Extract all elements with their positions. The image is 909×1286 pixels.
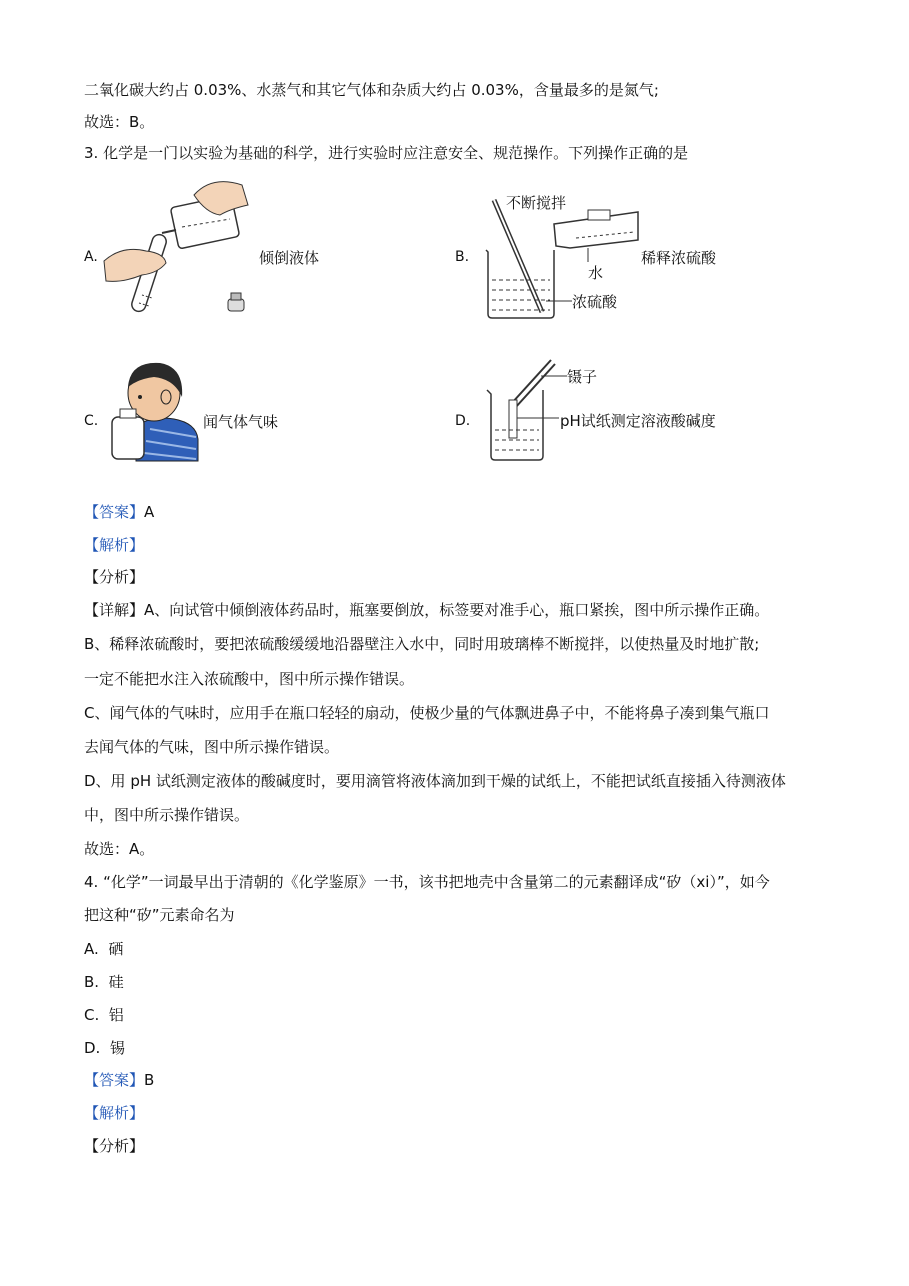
option-a-caption: 倾倒液体 bbox=[259, 249, 320, 267]
label-acid: 浓硫酸 bbox=[572, 293, 618, 311]
q4-option-a: A. 硒 bbox=[84, 940, 124, 958]
detail-line: 中，图中所示操作错误。 bbox=[84, 806, 250, 824]
label-tweezers: 镊子 bbox=[567, 368, 598, 386]
q4-option-c: C. 铝 bbox=[84, 1006, 124, 1024]
question-3: 3. 化学是一门以实验为基础的科学，进行实验时应注意安全、规范操作。下列操作正确的是 bbox=[84, 144, 689, 162]
answer-line bbox=[84, 502, 154, 522]
option-c-caption: 闻气体气味 bbox=[203, 413, 279, 431]
option-c-letter: C. bbox=[84, 413, 99, 429]
detail-line: C、闻气体的气味时，应用手在瓶口轻轻的扇动，使极少量的气体飘进鼻子中，不能将鼻子凑到集气瓶口 bbox=[84, 704, 770, 722]
answer-value: A bbox=[144, 503, 155, 521]
label-water: 水 bbox=[588, 264, 604, 282]
fenxi-label: 【分析】 bbox=[84, 1137, 145, 1155]
detail-line: D、用 pH 试纸测定液体的酸碱度时，要用滴管将液体滴加到干燥的试纸上，不能把试纸直接插入待测液体 bbox=[84, 772, 786, 790]
analysis-label: 【解析】 bbox=[84, 1104, 145, 1122]
answer-line-q4 bbox=[84, 1070, 154, 1090]
detail-line: 去闻气体的气味，图中所示操作错误。 bbox=[84, 738, 340, 756]
question-4-cont: 把这种“矽”元素命名为 bbox=[84, 906, 235, 924]
option-a-letter: A. bbox=[84, 249, 98, 265]
label-stir: 不断搅拌 bbox=[506, 194, 567, 212]
dilute-acid-figure bbox=[480, 190, 640, 320]
answer-value: B bbox=[144, 1071, 155, 1089]
answer-label: 【答案】 bbox=[84, 1071, 145, 1089]
fenxi-label: 【分析】 bbox=[84, 568, 145, 586]
smell-gas-figure bbox=[110, 357, 200, 462]
option-d-caption: pH试纸测定溶液酸碱度 bbox=[560, 412, 716, 430]
q4-option-d: D. 锡 bbox=[84, 1039, 125, 1057]
pouring-liquid-figure bbox=[102, 175, 252, 325]
answer-label: 【答案】 bbox=[84, 503, 145, 521]
q4-option-b: B. 硅 bbox=[84, 973, 124, 991]
detail-line: B、稀释浓硫酸时，要把浓硫酸缓缓地沿器壁注入水中，同时用玻璃棒不断搅拌，以使热量及时地扩散; bbox=[84, 635, 760, 653]
detail-line: 【详解】A、向试管中倾倒液体药品时，瓶塞要倒放，标签要对准手心，瓶口紧挨，图中所示操作正确。 bbox=[84, 601, 770, 619]
text-line: 二氧化碳大约占 0.03%、水蒸气和其它气体和杂质大约占 0.03%，含量最多的是氮气; bbox=[84, 81, 659, 99]
text-line: 故选：B。 bbox=[84, 113, 155, 131]
selection-line: 故选：A。 bbox=[84, 840, 155, 858]
option-b-letter: B. bbox=[455, 249, 470, 265]
option-b-caption: 稀释浓硫酸 bbox=[641, 249, 717, 267]
analysis-label: 【解析】 bbox=[84, 536, 145, 554]
detail-line: 一定不能把水注入浓硫酸中，图中所示操作错误。 bbox=[84, 670, 415, 688]
option-d-letter: D. bbox=[455, 413, 471, 429]
question-4: 4. “化学”一词最早出于清朝的《化学鉴原》一书，该书把地壳中含量第二的元素翻译成“矽（xi）”，如今 bbox=[84, 873, 770, 891]
